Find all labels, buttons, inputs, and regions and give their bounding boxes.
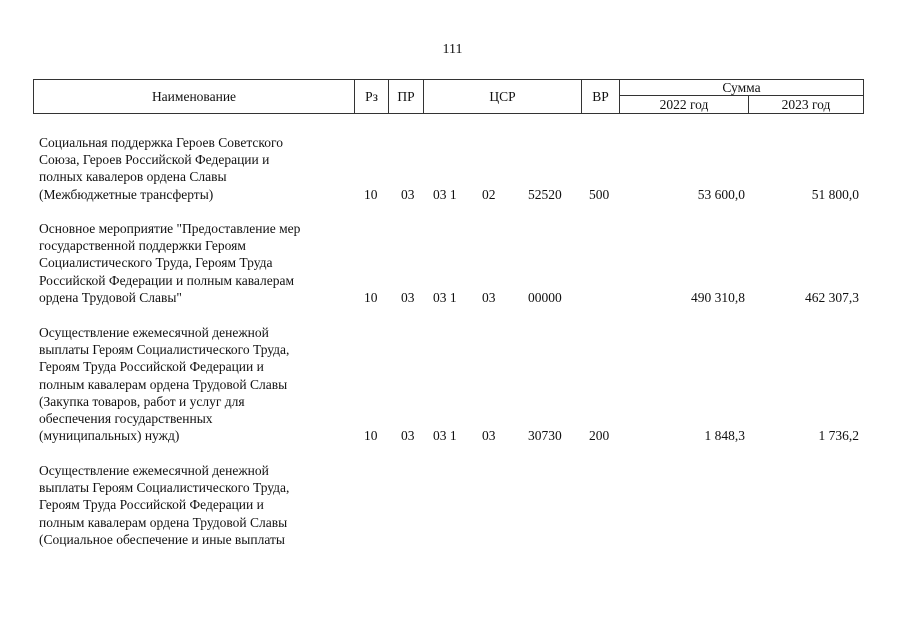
row-name-line: Основное мероприятие "Предоставление мер <box>39 221 301 236</box>
row-pr: 03 <box>401 289 415 305</box>
row-csr-subprogram: 02 <box>482 186 496 202</box>
header-sum: Сумма <box>619 80 863 96</box>
row-name-line: (муниципальных) нужд) <box>39 428 180 444</box>
row-name-line: (Социальное обеспечение и иные выплаты <box>39 531 285 547</box>
row-sum-2022: 53 600,0 <box>697 186 745 202</box>
row-sum-2023: 1 736,2 <box>818 428 859 444</box>
row-name-line: Героям Труда Российской Федерации и <box>39 359 264 375</box>
row-name-line: Героям Труда Российской Федерации и <box>39 497 264 513</box>
row-name <box>39 324 344 444</box>
header-year-2023: 2023 год <box>748 96 863 113</box>
row-name-line: полным кавалерам ордена Трудовой Славы <box>39 514 288 530</box>
row-rz: 10 <box>364 428 378 444</box>
row-name-line: Российской Федерации и полным кавалерам <box>39 272 295 288</box>
row-name-line: (Закупка товаров, работ и услуг для <box>39 393 245 409</box>
row-rz: 10 <box>364 289 378 305</box>
row-name <box>39 134 344 203</box>
header-rz: Рз <box>354 80 388 113</box>
row-pr: 03 <box>401 186 415 202</box>
row-name-line: обеспечения государственных <box>39 411 213 427</box>
row-rz: 10 <box>364 186 378 202</box>
row-csr-direction: 30730 <box>528 428 562 444</box>
row-csr-direction: 00000 <box>528 289 562 305</box>
header-name: Наименование <box>151 88 237 104</box>
row-name-line: Социалистического Труда, Героям Труда <box>39 255 273 271</box>
row-name-line: Осуществление ежемесячной денежной <box>39 325 269 340</box>
row-name-line: Осуществление ежемесячной денежной <box>39 463 269 478</box>
row-sum-2023: 51 800,0 <box>811 186 859 202</box>
table-header <box>33 79 864 114</box>
row-name-line: выплаты Героям Социалистического Труда, <box>39 480 290 496</box>
row-name-line: полных кавалеров ордена Славы <box>39 169 227 185</box>
header-csr: ЦСР <box>423 80 581 113</box>
row-name <box>39 220 344 306</box>
row-name-line: государственной поддержки Героям <box>39 238 246 254</box>
row-name-line: Союза, Героев Российской Федерации и <box>39 152 270 168</box>
row-name-line: ордена Трудовой Славы" <box>39 289 182 305</box>
header-year-2022: 2022 год <box>619 96 748 113</box>
row-csr-program: 03 1 <box>433 186 457 202</box>
row-pr: 03 <box>401 428 415 444</box>
row-csr-subprogram: 03 <box>482 289 496 305</box>
header-pr: ПР <box>388 80 423 113</box>
header-vr: ВР <box>581 80 619 113</box>
row-csr-direction: 52520 <box>528 186 562 202</box>
row-name-line: полным кавалерам ордена Трудовой Славы <box>39 376 288 392</box>
page-number: 111 <box>442 42 463 57</box>
row-csr-program: 03 1 <box>433 428 457 444</box>
row-name <box>39 462 344 548</box>
row-sum-2023: 462 307,3 <box>805 289 859 305</box>
row-sum-2022: 1 848,3 <box>704 428 745 444</box>
row-sum-2022: 490 310,8 <box>691 289 745 305</box>
row-name-line: Социальная поддержка Героев Советского <box>39 135 283 150</box>
row-name-line: (Межбюджетные трансферты) <box>39 186 214 202</box>
row-csr-program: 03 1 <box>433 289 457 305</box>
row-vr: 200 <box>589 428 610 444</box>
row-name-line: выплаты Героям Социалистического Труда, <box>39 342 290 358</box>
row-csr-subprogram: 03 <box>482 428 496 444</box>
row-vr: 500 <box>589 186 610 202</box>
